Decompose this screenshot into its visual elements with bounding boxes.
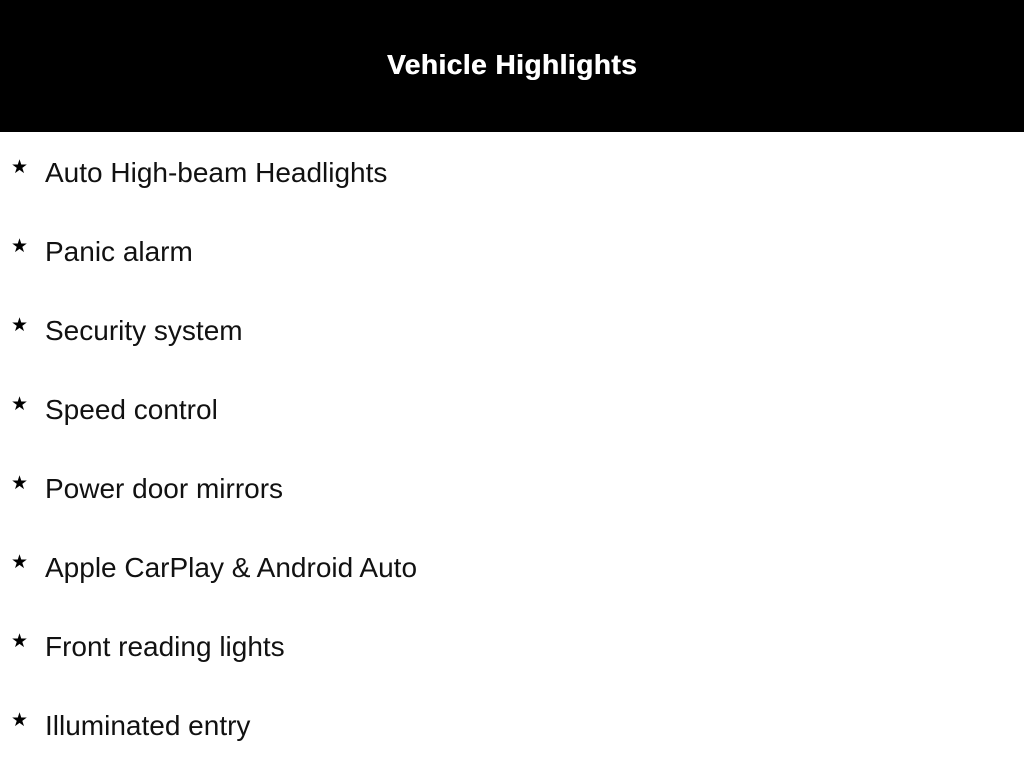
list-item-label: Apple CarPlay & Android Auto xyxy=(45,552,418,583)
header-bar xyxy=(0,0,1024,132)
list-item-label: Speed control xyxy=(45,394,218,425)
list-item-label: Auto High-beam Headlights xyxy=(45,157,388,188)
list-item-label: Security system xyxy=(45,315,243,346)
star-icon: ★ xyxy=(11,393,29,415)
list-item-label: Power door mirrors xyxy=(45,473,284,504)
page-title: Vehicle Highlights xyxy=(386,49,638,80)
star-icon: ★ xyxy=(11,709,29,731)
star-icon: ★ xyxy=(11,235,29,257)
star-icon: ★ xyxy=(11,156,29,178)
star-icon: ★ xyxy=(11,630,29,652)
star-icon: ★ xyxy=(11,551,29,573)
list-item-label: Panic alarm xyxy=(45,236,193,267)
star-icon: ★ xyxy=(11,472,29,494)
list-item-label: Illuminated entry xyxy=(45,710,251,741)
star-icon: ★ xyxy=(11,314,29,336)
list-item-label: Front reading lights xyxy=(45,631,285,662)
